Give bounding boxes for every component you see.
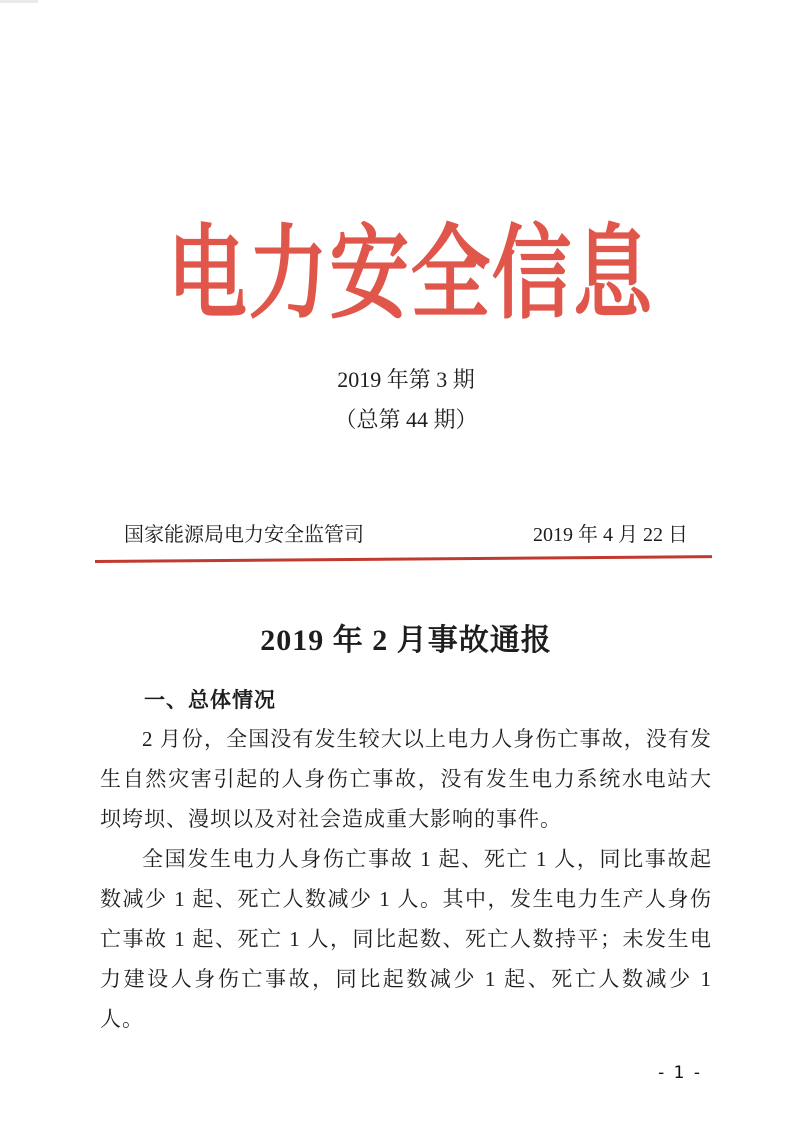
issue-number: 2019 年第 3 期 bbox=[337, 367, 475, 392]
article-body bbox=[100, 623, 712, 1039]
scan-artifact bbox=[0, 0, 38, 3]
total-issue-number: （总第 44 期） bbox=[334, 407, 478, 432]
masthead-title: 电力安全信息 bbox=[167, 219, 655, 332]
publisher-name: 国家能源局电力安全监管司 bbox=[124, 524, 364, 546]
section-heading-overall-situation: 一、总体情况 bbox=[144, 689, 276, 712]
paragraph-overview: 2 月份，全国没有发生较大以上电力人身伤亡事故，没有发生自然灾害引起的人身伤亡事故，没有发生电力系统水电站大坝垮坝、漫坝以及对社会造成重大影响的事件。 bbox=[100, 727, 712, 831]
page-number: - 1 - bbox=[658, 1063, 702, 1083]
masthead-divider-rule bbox=[95, 555, 712, 563]
article-title: 2019 年 2 月事故通报 bbox=[260, 624, 552, 657]
masthead bbox=[100, 0, 712, 563]
page-content bbox=[100, 0, 712, 1039]
paragraph-casualty-statistics: 全国发生电力人身伤亡事故 1 起、死亡 1 人，同比事故起数减少 1 起、死亡人数减少 1 人。其中，发生电力生产人身伤亡事故 1 起、死亡 1 人，同比起数、死亡人数持平；未发生电力建设人身伤亡事故，同比起数减少 1 起、死亡人数减少 1 人。 bbox=[100, 847, 712, 1031]
publish-date: 2019 年 4 月 22 日 bbox=[533, 524, 688, 546]
publication-row bbox=[100, 522, 712, 548]
